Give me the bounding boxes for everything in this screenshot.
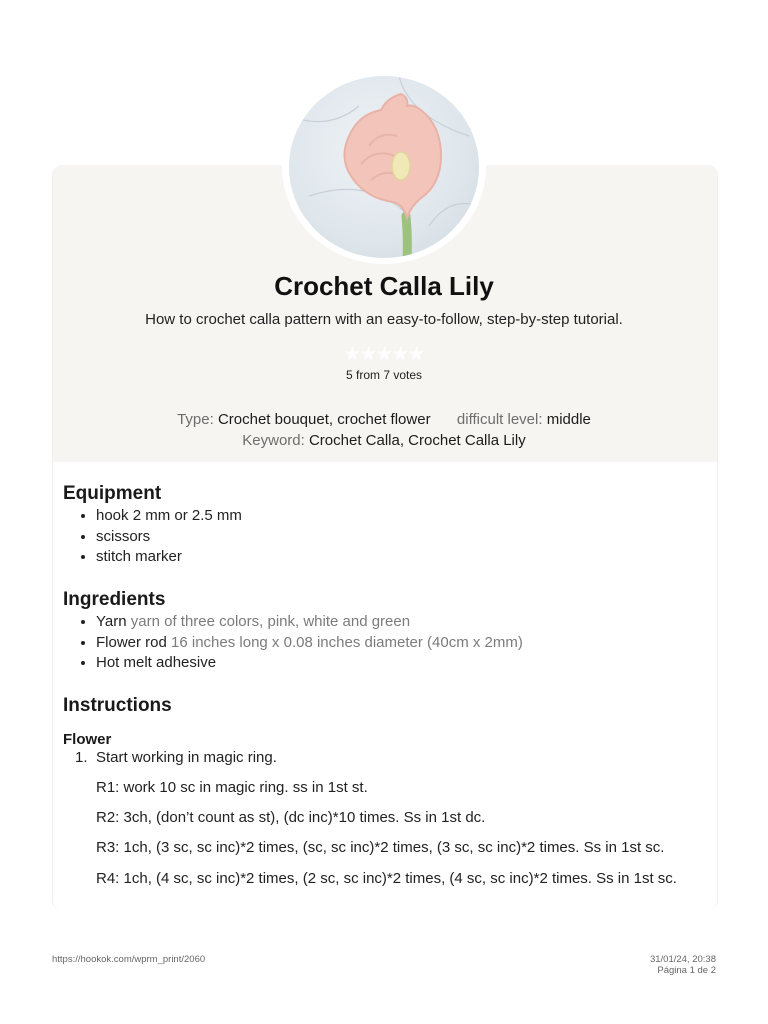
ingredient-item	[96, 633, 523, 654]
ingredient-name: Hot melt adhesive	[96, 654, 217, 671]
difficulty-label: difficult level:	[456, 411, 543, 428]
equipment-heading: Equipment	[63, 483, 162, 504]
ingredient-name: Yarn	[96, 613, 127, 630]
footer-datetime: 31/01/24, 20:38	[649, 954, 716, 965]
keyword-label: Keyword:	[242, 432, 305, 449]
footer-url[interactable]: https://hookok.com/wprm_print/2060	[52, 954, 206, 965]
type-value: Crochet bouquet, crochet flower	[217, 411, 431, 428]
recipe-title: Crochet Calla Lily	[274, 271, 494, 301]
instruction-line: R3: 1ch, (3 sc, sc inc)*2 times, (sc, sc inc)*2 times, (3 sc, sc inc)*2 times. Ss in 1st sc.	[96, 839, 665, 856]
instructions-heading: Instructions	[63, 695, 172, 716]
equipment-item: • scissors	[96, 527, 242, 548]
recipe-meta-row	[0, 411, 768, 428]
instruction-line: Start working in magic ring.	[96, 749, 277, 766]
instruction-line: R1: work 10 sc in magic ring. ss in 1st st.	[96, 779, 368, 796]
recipe-summary: How to crochet calla pattern with an easy-to-follow, step-by-step tutorial.	[145, 311, 623, 328]
equipment-item: • hook 2 mm or 2.5 mm	[96, 506, 242, 527]
star-rating-icons[interactable]: ★★★★★	[343, 344, 425, 365]
equipment-item: • stitch marker	[96, 547, 242, 568]
recipe-image	[289, 76, 479, 258]
type-label: Type:	[177, 411, 214, 428]
step-number: 1.	[75, 749, 88, 766]
ingredient-note: yarn of three colors, pink, white and green	[130, 613, 411, 630]
ingredient-note: 16 inches long x 0.08 inches diameter (40cm x 2mm)	[171, 633, 523, 651]
recipe-keyword-row	[0, 432, 768, 449]
ingredient-item	[96, 653, 523, 674]
difficulty-value: middle	[546, 411, 591, 428]
equipment-list	[78, 506, 242, 568]
ingredient-item	[96, 612, 523, 633]
footer-page-number: Página 1 de 2	[657, 965, 716, 976]
keyword-value: Crochet Calla, Crochet Calla Lily	[308, 432, 526, 449]
ingredient-name: Flower rod	[96, 633, 167, 651]
calla-lily-illustration	[289, 76, 479, 258]
ingredients-heading: Ingredients	[63, 589, 166, 610]
instruction-group-title: Flower	[63, 731, 112, 748]
instruction-line: R2: 3ch, (don’t count as st), (dc inc)*10 times. Ss in 1st dc.	[96, 809, 486, 826]
instruction-line: R4: 1ch, (4 sc, sc inc)*2 times, (2 sc, sc inc)*2 times, (4 sc, sc inc)*2 times. Ss in 1st sc.	[96, 870, 677, 887]
ingredients-list	[78, 612, 523, 674]
rating-votes-text: 5 from 7 votes	[345, 368, 423, 382]
